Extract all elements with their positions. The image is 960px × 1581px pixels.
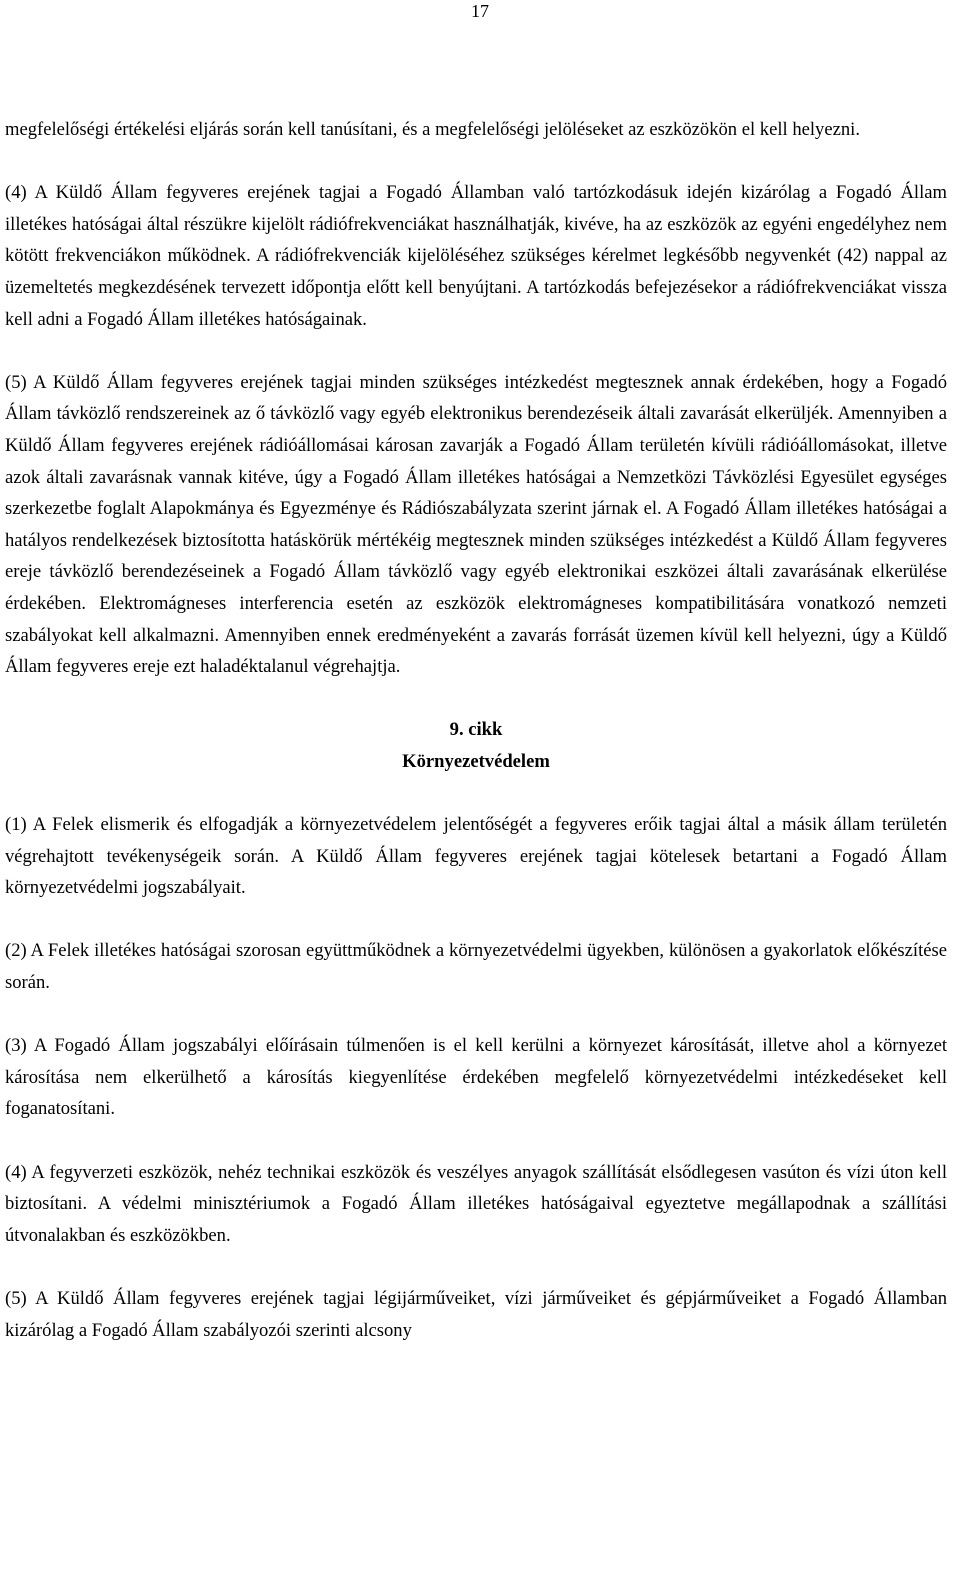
paragraph-8-5: (5) A Küldő Állam fegyveres erejének tagjai minden szükséges intézkedést megtesznek annak érdekében, hogy a Fogadó Állam távközlő rendszereinek az ő távközlő vagy egyéb elektronikus berendezéseik általi zavarását elkerüljék. Amennyiben a Küldő Állam fegyveres erejének rádióállomásai károsan zavarják a Fogadó Állam területén kívüli rádióállomásokat, illetve azok általi zavarásnak vannak kitéve, úgy a Fogadó Állam illetékes hatóságai a Nemzetközi Távközlési Egyesület egységes szerkezetbe foglalt Alapokmánya és Egyezménye és Rádiószabályzata szerint járnak el. A Fogadó Állam illetékes hatóságai a hatályos rendelkezések biztosította hatáskörük mértékéig megtesznek minden szükséges intézkedést a Küldő Állam fegyveres ereje távközlő berendezéseinek a Fogadó Állam távközlő vagy egyéb elektronikai eszközei általi zavarásának elkerülése érdekében. Elektromágneses interferencia esetén az eszközök elektromágneses kompatibilitására vonatkozó nemzeti szabályokat kell alkalmazni. Amennyiben ennek eredményeként a zavarás forrását üzemen kívül kell helyezni, úgy a Küldő Állam fegyveres ereje ezt haladéktalanul végrehajtja. (5, 371, 947, 678)
paragraph-9-4: (4) A fegyverzeti eszközök, nehéz technikai eszközök és veszélyes anyagok szállítását elsődlegesen vasúton és vízi úton kell biztosítani. A védelmi minisztériumok a Fogadó Állam illetékes hatóságaival egyeztetve megállapodnak a szállítási útvonalakban és eszközökben. (5, 1161, 947, 1246)
article-number: 9. cikk (449, 719, 503, 741)
paragraph-9-3: (3) A Fogadó Állam jogszabályi előírásain túlmenően is el kell kerülni a környezet károsítását, illetve ahol a környezet károsítása nem elkerülhető a károsítás kiegyenlítése érdekében megfelelő környezetvédelmi intézkedéseket kell foganatosítani. (5, 1035, 947, 1120)
paragraph-9-2: (2) A Felek illetékes hatóságai szorosan együttműködnek a környezetvédelmi ügyekben, különösen a gyakorlatok előkészítése során. (5, 940, 947, 994)
paragraph-9-1: (1) A Felek elismerik és elfogadják a környezetvédelem jelentőségét a fegyveres erőik tagjai által a másik állam területén végrehajtott tevékenységeik során. A Küldő Állam fegyveres erejének tagjai kötelesek betartani a Fogadó Állam környezetvédelmi jogszabályait. (5, 814, 947, 899)
paragraph-8-4: (4) A Küldő Állam fegyveres erejének tagjai a Fogadó Államban való tartózkodásuk idején kizárólag a Fogadó Állam illetékes hatóságai által részükre kijelölt rádiófrekvenciákat használhatják, kivéve, ha az eszközök az egyéni engedélyhez nem kötött frekvenciákon működnek. A rádiófrekvenciák kijelöléséhez szükséges kérelmet legkésőbb negyvenkét (42) nappal az üzemeltetés megkezdésének tervezett időpontja előtt kell benyújtani. A tartózkodás befejezésekor a rádiófrekvenciákat vissza kell adni a Fogadó Állam illetékes hatóságainak. (5, 182, 947, 330)
document-body (5, 114, 947, 1378)
paragraph-continuation: megfelelőségi értékelési eljárás során kell tanúsítani, és a megfelelőségi jelöléseket az eszközökön el kell helyezni. (5, 119, 860, 140)
article-heading (5, 714, 947, 777)
article-title: Környezetvédelem (402, 750, 550, 772)
page-number: 17 (471, 1, 489, 21)
paragraph-9-5: (5) A Küldő Állam fegyveres erejének tagjai légijárműveiket, vízi járműveiket és gépjárműveiket a Fogadó Államban kizárólag a Fogadó Állam szabályozói szerinti alcsony (5, 1287, 947, 1341)
